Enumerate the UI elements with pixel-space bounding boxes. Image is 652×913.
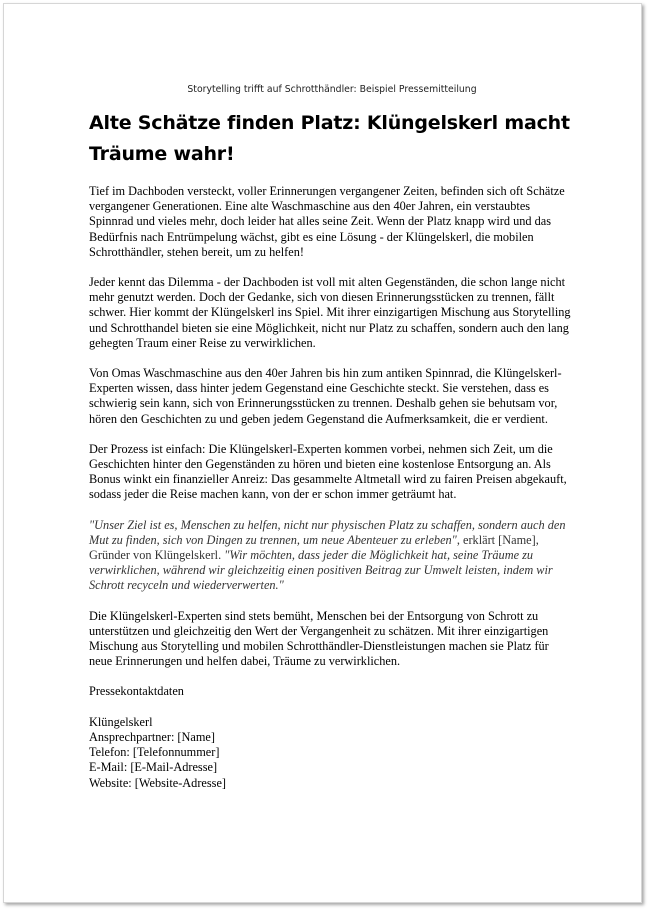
paragraph-1: Tief im Dachboden versteckt, voller Erinnerungen vergangener Zeiten, befinden sich oft Schätze vergangener Generationen. Eine alte Waschmaschine aus den 40er Jahren, ein verstaubtes Spinnrad und vieles mehr, doch leider hat alles seine Zeit. Wenn der Platz knapp wird und das Bedürfnis nach Entrümpelung wächst, gibt es eine Lösung - der Klüngelskerl, die mobilen Schrotthändler, stehen bereit, um zu helfen! [89, 184, 565, 259]
contact-email: E-Mail: [E-Mail-Adresse] [89, 760, 218, 775]
contact-website: Website: [Website-Adresse] [89, 775, 226, 790]
document-page [3, 3, 642, 903]
contact-company: Klüngelskerl [89, 714, 153, 729]
quote-part-1: "Unser Ziel ist es, Menschen zu helfen, nicht nur physischen Platz zu schaffen, sondern auch den Mut zu finden, sich von Dingen zu trennen, um neue Abenteuer zu erleben" [89, 517, 566, 547]
document-content [89, 84, 575, 791]
quote-part-2: "Wir möchten, dass jeder die Möglichkeit hat, seine Träume zu verwirklichen, während wir gleichzeitig einen positiven Beitrag zur Umwelt leisten, indem wir Schrott recyceln und wiederverwerten." [89, 548, 553, 593]
paragraph-3: Von Omas Waschmaschine aus den 40er Jahren bis hin zum antiken Spinnrad, die Klüngelskerl-Experten wissen, dass hinter jedem Gegenstand eine Geschichte steckt. Sie verstehen, dass es schwierig sein kann, sich von Erinnerungsstücken zu trennen. Deshalb gehen sie behutsam vor, hören den Geschichten zu und geben jedem Gegenstand die Aufmerksamkeit, die er verdient. [89, 366, 562, 426]
document-title: Alte Schätze finden Platz: Klüngelskerl macht Träume wahr! [89, 112, 570, 165]
paragraph-2: Jeder kennt das Dilemma - der Dachboden ist voll mit alten Gegenständen, die schon lange nicht mehr genutzt werden. Doch der Gedanke, sich von diesen Erinnerungsstücken zu trennen, fällt schwer. Hier kommt der Klüngelskerl ins Spiel. Mit ihrer einzigartigen Mischung aus Storytelling und Schrotthandel bieten sie eine Möglichkeit, nicht nur Platz zu schaffen, sondern auch den lang gehegten Traum einer Reise zu verwirklichen. [89, 275, 571, 350]
contact-person: Ansprechpartner: [Name] [89, 729, 215, 744]
quote-attribution: , erklärt [Name], Gründer von Klüngelskerl. [89, 532, 539, 563]
paragraph-4: Der Prozess ist einfach: Die Klüngelskerl-Experten kommen vorbei, nehmen sich Zeit, um die Geschichten hinter den Gegenständen zu hören und bieten eine kostenlose Entsorgung an. Als Bonus winkt ein finanzieller Anreiz: Das gesammelte Altmetall wird zu fairen Preisen abgekauft, sodass jeder die Reise machen kann, von der er schon immer geträumt hat. [89, 441, 567, 502]
contact-phone: Telefon: [Telefonnummer] [89, 745, 220, 760]
page-header: Storytelling trifft auf Schrotthändler: Beispiel Pressemitteilung [187, 84, 477, 95]
press-contact [89, 684, 575, 790]
quote-paragraph [89, 518, 575, 594]
contact-heading: Pressekontaktdaten [89, 684, 184, 699]
closing-paragraph: Die Klüngelskerl-Experten sind stets bemüht, Menschen bei der Entsorgung von Schrott zu unterstützen und gleichzeitig den Wert der Vergangenheit zu schätzen. Mit ihrer einzigartigen Mischung aus Storytelling und mobilen Schrotthändler-Dienstleistungen machen sie Platz für neue Erinnerungen und helfen dabei, Träume zu verwirklichen. [89, 608, 549, 669]
contact-spacer [89, 700, 575, 715]
